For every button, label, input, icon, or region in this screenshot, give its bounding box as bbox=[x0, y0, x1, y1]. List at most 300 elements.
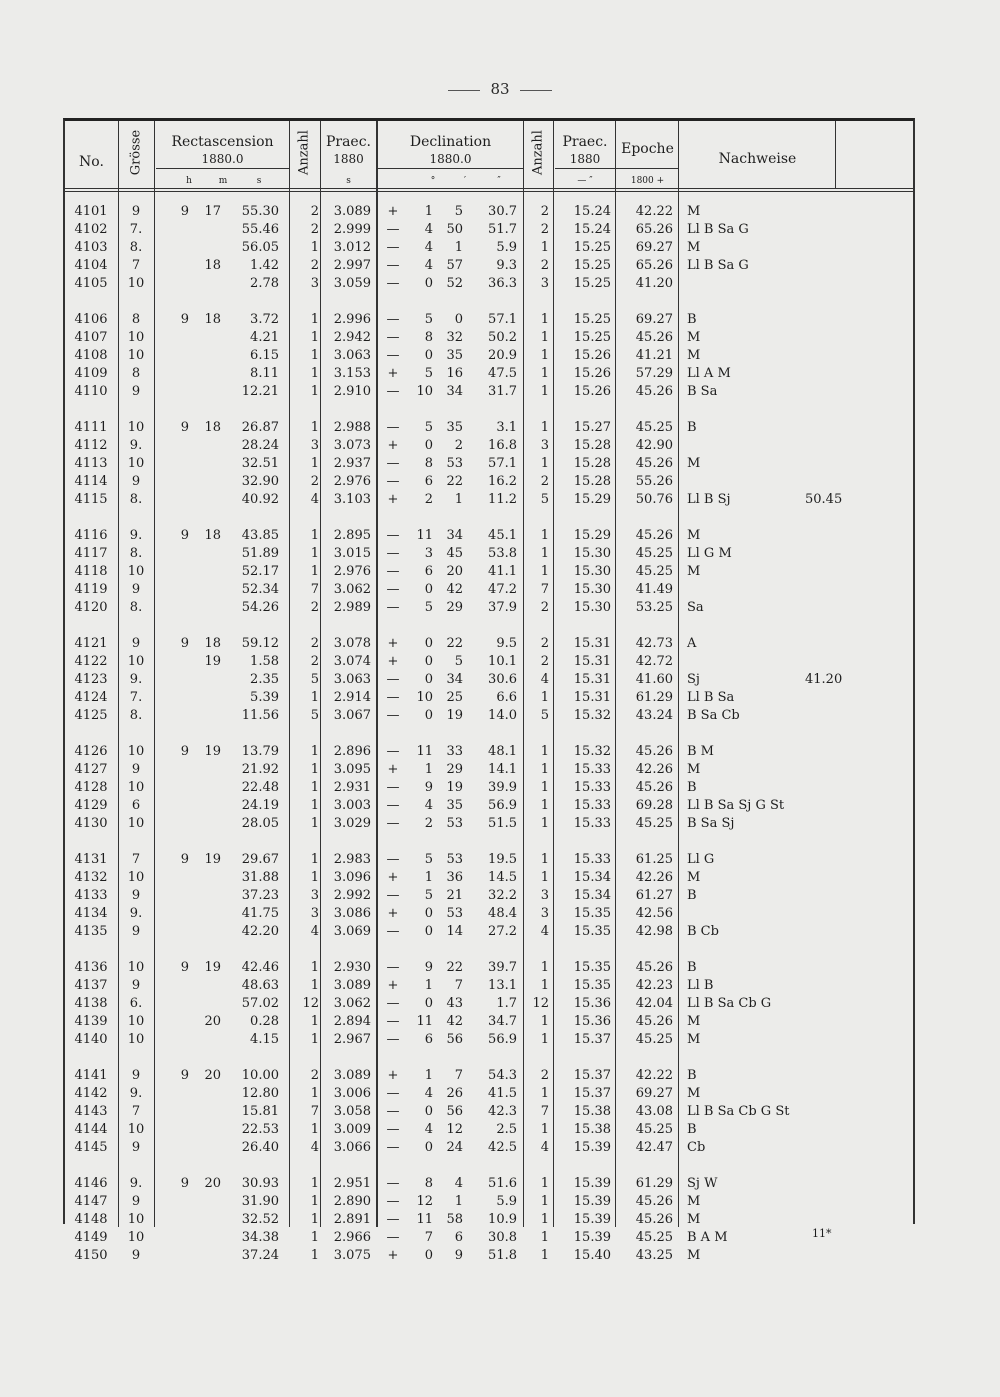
cell-no: 4133 bbox=[74, 888, 108, 903]
cell-praec-ra: 3.086 bbox=[333, 906, 371, 921]
cell-decl-deg: 1 bbox=[424, 978, 433, 993]
cell-decl-deg: 0 bbox=[424, 348, 433, 363]
cell-decl-deg: 11 bbox=[416, 528, 433, 543]
cell-praec-ra: 2.989 bbox=[333, 600, 371, 615]
cell-decl-deg: 10 bbox=[416, 384, 433, 399]
cell-decl-deg: 7 bbox=[424, 1230, 433, 1245]
cell-nachweise: Ll G M bbox=[687, 546, 732, 561]
cell-decl-sign: — bbox=[386, 1230, 400, 1245]
rule-praec2 bbox=[615, 121, 616, 1227]
cell-nachweise: M bbox=[687, 330, 701, 345]
cell-praec-decl: 15.28 bbox=[573, 438, 611, 453]
cell-no: 4144 bbox=[74, 1122, 108, 1137]
cell-praec-decl: 15.34 bbox=[573, 888, 611, 903]
cell-ra-m: 18 bbox=[204, 258, 221, 273]
cell-no: 4130 bbox=[74, 816, 108, 831]
cell-decl-deg: 0 bbox=[424, 438, 433, 453]
cell-no: 4149 bbox=[74, 1230, 108, 1245]
cell-anzahl-2: 2 bbox=[540, 474, 549, 489]
cell-decl-sign: + bbox=[387, 1248, 399, 1263]
cell-decl-min: 29 bbox=[446, 762, 463, 777]
cell-decl-sign: — bbox=[386, 258, 400, 273]
cell-groesse: 9 bbox=[131, 1140, 141, 1155]
cell-anzahl-2: 2 bbox=[540, 600, 549, 615]
cell-groesse: 9 bbox=[131, 978, 141, 993]
cell-praec-ra: 3.089 bbox=[333, 1068, 371, 1083]
cell-no: 4107 bbox=[74, 330, 108, 345]
cell-epoche: 45.25 bbox=[635, 546, 673, 561]
cell-ra-h: 9 bbox=[180, 204, 189, 219]
cell-decl-min: 50 bbox=[446, 222, 463, 237]
cell-anzahl-2: 1 bbox=[540, 690, 549, 705]
cell-anzahl-1: 1 bbox=[310, 1176, 319, 1191]
cell-praec-decl: 15.31 bbox=[573, 654, 611, 669]
cell-ra-s: 8.11 bbox=[250, 366, 279, 381]
cell-ra-s: 26.40 bbox=[241, 1140, 279, 1155]
cell-decl-sec: 56.9 bbox=[488, 1032, 517, 1047]
cell-decl-deg: 10 bbox=[416, 690, 433, 705]
cell-epoche: 45.25 bbox=[635, 1032, 673, 1047]
header-subrule-ra bbox=[156, 168, 289, 169]
cell-ra-m: 20 bbox=[204, 1068, 221, 1083]
cell-nachweise: M bbox=[687, 762, 701, 777]
cell-decl-sign: — bbox=[386, 384, 400, 399]
cell-praec-ra: 3.075 bbox=[333, 1248, 371, 1263]
cell-ra-s: 10.00 bbox=[241, 1068, 279, 1083]
cell-anzahl-1: 1 bbox=[310, 1230, 319, 1245]
cell-praec-ra: 2.890 bbox=[333, 1194, 371, 1209]
cell-decl-sign: — bbox=[386, 816, 400, 831]
cell-ra-s: 52.34 bbox=[241, 582, 279, 597]
cell-anzahl-2: 3 bbox=[540, 276, 549, 291]
cell-groesse: 10 bbox=[127, 870, 145, 885]
cell-anzahl-1: 7 bbox=[310, 1104, 319, 1119]
cell-praec-ra: 3.067 bbox=[333, 708, 371, 723]
cell-praec-decl: 15.38 bbox=[573, 1104, 611, 1119]
cell-ra-s: 28.05 bbox=[241, 816, 279, 831]
cell-anzahl-2: 1 bbox=[540, 348, 549, 363]
cell-anzahl-2: 1 bbox=[540, 312, 549, 327]
cell-decl-min: 57 bbox=[446, 258, 463, 273]
cell-decl-sign: — bbox=[386, 960, 400, 975]
cell-decl-sec: 56.9 bbox=[488, 798, 517, 813]
cell-decl-sign: — bbox=[386, 1104, 400, 1119]
cell-decl-deg: 1 bbox=[424, 762, 433, 777]
cell-ra-s: 52.17 bbox=[241, 564, 279, 579]
cell-groesse: 6 bbox=[131, 798, 141, 813]
cell-epoche: 42.73 bbox=[635, 636, 673, 651]
cell-groesse: 9. bbox=[129, 1086, 143, 1101]
cell-decl-sign: — bbox=[386, 690, 400, 705]
cell-decl-min: 1 bbox=[454, 240, 463, 255]
cell-decl-min: 5 bbox=[454, 654, 463, 669]
cell-nachweise: M bbox=[687, 1032, 701, 1047]
cell-decl-deg: 5 bbox=[424, 420, 433, 435]
cell-groesse: 10 bbox=[127, 744, 145, 759]
cell-decl-sign: + bbox=[387, 978, 399, 993]
cell-decl-sec: 13.1 bbox=[488, 978, 517, 993]
cell-decl-sec: 10.1 bbox=[488, 654, 517, 669]
cell-praec-decl: 15.27 bbox=[573, 420, 611, 435]
cell-epoche: 41.49 bbox=[635, 582, 673, 597]
cell-no: 4126 bbox=[74, 744, 108, 759]
cell-anzahl-1: 1 bbox=[310, 1212, 319, 1227]
cell-ra-s: 15.81 bbox=[241, 1104, 279, 1119]
cell-decl-sign: + bbox=[387, 366, 399, 381]
cell-decl-sign: — bbox=[386, 420, 400, 435]
cell-praec-decl: 15.31 bbox=[573, 672, 611, 687]
cell-anzahl-2: 1 bbox=[540, 780, 549, 795]
cell-decl-min: 53 bbox=[446, 852, 463, 867]
cell-ra-s: 32.90 bbox=[241, 474, 279, 489]
cell-groesse: 10 bbox=[127, 276, 145, 291]
cell-anzahl-2: 1 bbox=[540, 1194, 549, 1209]
cell-decl-min: 34 bbox=[446, 672, 463, 687]
cell-decl-deg: 4 bbox=[424, 1086, 433, 1101]
cell-decl-sec: 51.7 bbox=[488, 222, 517, 237]
cell-decl-deg: 5 bbox=[424, 888, 433, 903]
cell-decl-min: 22 bbox=[446, 474, 463, 489]
cell-decl-sec: 30.6 bbox=[488, 672, 517, 687]
cell-anzahl-2: 1 bbox=[540, 762, 549, 777]
cell-anzahl-2: 5 bbox=[540, 708, 549, 723]
cell-decl-sign: — bbox=[386, 780, 400, 795]
cell-ra-s: 41.75 bbox=[241, 906, 279, 921]
cell-anzahl-2: 2 bbox=[540, 222, 549, 237]
cell-ra-s: 42.20 bbox=[241, 924, 279, 939]
cell-groesse: 8. bbox=[129, 240, 143, 255]
cell-decl-sec: 42.3 bbox=[488, 1104, 517, 1119]
cell-nachweise: Sa bbox=[687, 600, 704, 615]
cell-decl-deg: 0 bbox=[424, 654, 433, 669]
cell-decl-min: 53 bbox=[446, 456, 463, 471]
cell-decl-sign: + bbox=[387, 762, 399, 777]
cell-decl-sign: + bbox=[387, 906, 399, 921]
cell-ra-m: 19 bbox=[204, 852, 221, 867]
cell-anzahl-1: 1 bbox=[310, 870, 319, 885]
cell-praec-ra: 3.012 bbox=[333, 240, 371, 255]
cell-anzahl-2: 2 bbox=[540, 654, 549, 669]
cell-praec-decl: 15.25 bbox=[573, 330, 611, 345]
cell-no: 4140 bbox=[74, 1032, 108, 1047]
cell-nachweise: M bbox=[687, 1248, 701, 1263]
cell-decl-sign: — bbox=[386, 1122, 400, 1137]
cell-ra-s: 28.24 bbox=[241, 438, 279, 453]
cell-decl-sign: — bbox=[386, 798, 400, 813]
cell-ra-s: 37.23 bbox=[241, 888, 279, 903]
cell-praec-ra: 2.992 bbox=[333, 888, 371, 903]
cell-praec-decl: 15.37 bbox=[573, 1086, 611, 1101]
cell-anzahl-1: 1 bbox=[310, 960, 319, 975]
cell-praec-ra: 2.967 bbox=[333, 1032, 371, 1047]
cell-decl-sign: — bbox=[386, 348, 400, 363]
cell-decl-deg: 0 bbox=[424, 582, 433, 597]
cell-groesse: 10 bbox=[127, 1122, 145, 1137]
cell-decl-sec: 32.2 bbox=[488, 888, 517, 903]
cell-decl-deg: 6 bbox=[424, 1032, 433, 1047]
cell-decl-sign: — bbox=[386, 996, 400, 1011]
cell-decl-deg: 6 bbox=[424, 564, 433, 579]
cell-decl-sec: 39.7 bbox=[488, 960, 517, 975]
cell-groesse: 10 bbox=[127, 564, 145, 579]
cell-praec-ra: 2.966 bbox=[333, 1230, 371, 1245]
cell-anzahl-2: 2 bbox=[540, 1068, 549, 1083]
cell-epoche: 45.25 bbox=[635, 1230, 673, 1245]
cell-praec-ra: 3.153 bbox=[333, 366, 371, 381]
cell-praec-ra: 3.059 bbox=[333, 276, 371, 291]
cell-no: 4150 bbox=[74, 1248, 108, 1263]
cell-praec-ra: 2.895 bbox=[333, 528, 371, 543]
cell-anzahl-2: 1 bbox=[540, 1032, 549, 1047]
cell-epoche: 42.26 bbox=[635, 762, 673, 777]
cell-nachweise: Ll A M bbox=[687, 366, 731, 381]
cell-anzahl-1: 1 bbox=[310, 528, 319, 543]
cell-decl-min: 42 bbox=[446, 1014, 463, 1029]
header-ra-m: m bbox=[218, 176, 228, 186]
cell-praec-decl: 15.35 bbox=[573, 924, 611, 939]
cell-decl-min: 14 bbox=[446, 924, 463, 939]
cell-decl-sec: 20.9 bbox=[488, 348, 517, 363]
cell-no: 4135 bbox=[74, 924, 108, 939]
cell-ra-m: 19 bbox=[204, 654, 221, 669]
cell-anzahl-2: 1 bbox=[540, 1230, 549, 1245]
header-decl-title: Declination bbox=[409, 134, 492, 150]
cell-decl-min: 32 bbox=[446, 330, 463, 345]
cell-no: 4115 bbox=[74, 492, 108, 507]
cell-decl-min: 19 bbox=[446, 780, 463, 795]
cell-praec-ra: 2.976 bbox=[333, 564, 371, 579]
cell-no: 4109 bbox=[74, 366, 108, 381]
cell-no: 4122 bbox=[74, 654, 108, 669]
margin-note: 50.45 bbox=[805, 492, 843, 507]
cell-praec-ra: 3.089 bbox=[333, 978, 371, 993]
header-no: No. bbox=[79, 154, 104, 170]
cell-praec-decl: 15.25 bbox=[573, 276, 611, 291]
cell-ra-m: 17 bbox=[204, 204, 221, 219]
cell-no: 4147 bbox=[74, 1194, 108, 1209]
cell-ra-s: 32.51 bbox=[241, 456, 279, 471]
cell-praec-decl: 15.28 bbox=[573, 456, 611, 471]
cell-decl-sign: + bbox=[387, 636, 399, 651]
cell-decl-sign: — bbox=[386, 330, 400, 345]
cell-ra-s: 0.28 bbox=[250, 1014, 279, 1029]
cell-anzahl-2: 4 bbox=[540, 672, 549, 687]
cell-praec-ra: 3.063 bbox=[333, 348, 371, 363]
cell-groesse: 9 bbox=[131, 1068, 141, 1083]
rule-praec1 bbox=[376, 121, 378, 1227]
header-epoche-unit: 1800 + bbox=[630, 176, 665, 186]
cell-nachweise: B bbox=[687, 312, 697, 327]
cell-decl-sec: 3.1 bbox=[496, 420, 517, 435]
cell-ra-m: 20 bbox=[204, 1176, 221, 1191]
cell-anzahl-1: 1 bbox=[310, 690, 319, 705]
cell-nachweise: M bbox=[687, 528, 701, 543]
cell-anzahl-2: 1 bbox=[540, 366, 549, 381]
cell-decl-sign: + bbox=[387, 1068, 399, 1083]
cell-anzahl-2: 1 bbox=[540, 1122, 549, 1137]
cell-no: 4119 bbox=[74, 582, 108, 597]
header-decl-epoch: 1880.0 bbox=[429, 152, 472, 166]
cell-epoche: 45.25 bbox=[635, 564, 673, 579]
cell-anzahl-1: 1 bbox=[310, 816, 319, 831]
cell-ra-m: 19 bbox=[204, 960, 221, 975]
cell-decl-min: 25 bbox=[446, 690, 463, 705]
cell-praec-decl: 15.37 bbox=[573, 1068, 611, 1083]
cell-decl-min: 52 bbox=[446, 276, 463, 291]
cell-praec-decl: 15.30 bbox=[573, 582, 611, 597]
cell-decl-sec: 11.2 bbox=[488, 492, 517, 507]
cell-decl-sign: — bbox=[386, 600, 400, 615]
cell-anzahl-2: 1 bbox=[540, 870, 549, 885]
cell-groesse: 9. bbox=[129, 672, 143, 687]
cell-nachweise: M bbox=[687, 1212, 701, 1227]
cell-praec-ra: 2.930 bbox=[333, 960, 371, 975]
cell-praec-ra: 3.063 bbox=[333, 672, 371, 687]
cell-decl-sec: 39.9 bbox=[488, 780, 517, 795]
cell-anzahl-1: 2 bbox=[310, 1068, 319, 1083]
header-groesse: Grösse bbox=[128, 129, 144, 176]
cell-epoche: 45.26 bbox=[635, 744, 673, 759]
cell-praec-decl: 15.24 bbox=[573, 204, 611, 219]
cell-anzahl-2: 2 bbox=[540, 204, 549, 219]
cell-ra-h: 9 bbox=[180, 636, 189, 651]
cell-decl-min: 1 bbox=[454, 492, 463, 507]
cell-no: 4131 bbox=[74, 852, 108, 867]
cell-ra-s: 5.39 bbox=[250, 690, 279, 705]
cell-decl-sign: + bbox=[387, 870, 399, 885]
cell-anzahl-1: 3 bbox=[310, 276, 319, 291]
cell-praec-decl: 15.32 bbox=[573, 744, 611, 759]
cell-anzahl-2: 1 bbox=[540, 546, 549, 561]
cell-decl-min: 35 bbox=[446, 798, 463, 813]
cell-epoche: 45.26 bbox=[635, 1212, 673, 1227]
rule-groesse bbox=[154, 121, 155, 1227]
cell-groesse: 9 bbox=[131, 1248, 141, 1263]
header-rule-double bbox=[65, 191, 913, 192]
cell-anzahl-1: 7 bbox=[310, 582, 319, 597]
cell-ra-s: 54.26 bbox=[241, 600, 279, 615]
cell-ra-s: 6.15 bbox=[250, 348, 279, 363]
cell-praec-ra: 2.910 bbox=[333, 384, 371, 399]
cell-decl-min: 22 bbox=[446, 636, 463, 651]
cell-no: 4137 bbox=[74, 978, 108, 993]
cell-groesse: 7 bbox=[131, 1104, 141, 1119]
cell-groesse: 9. bbox=[129, 438, 143, 453]
header-anzahl-2: Anzahl bbox=[530, 130, 546, 175]
header-praec2-epoch: 1880 bbox=[569, 152, 601, 166]
cell-nachweise: Cb bbox=[687, 1140, 706, 1155]
cell-ra-h: 9 bbox=[180, 852, 189, 867]
cell-anzahl-1: 2 bbox=[310, 654, 319, 669]
cell-decl-deg: 8 bbox=[424, 1176, 433, 1191]
cell-decl-sec: 14.0 bbox=[488, 708, 517, 723]
cell-praec-ra: 3.078 bbox=[333, 636, 371, 651]
cell-decl-sec: 57.1 bbox=[488, 456, 517, 471]
star-catalog-table bbox=[63, 118, 915, 1263]
cell-no: 4143 bbox=[74, 1104, 108, 1119]
cell-epoche: 43.08 bbox=[635, 1104, 673, 1119]
cell-decl-sign: — bbox=[386, 1140, 400, 1155]
cell-groesse: 9 bbox=[131, 384, 141, 399]
cell-decl-min: 16 bbox=[446, 366, 463, 381]
cell-anzahl-2: 1 bbox=[540, 456, 549, 471]
cell-decl-deg: 4 bbox=[424, 1122, 433, 1137]
cell-groesse: 9 bbox=[131, 1194, 141, 1209]
cell-decl-deg: 5 bbox=[424, 852, 433, 867]
cell-praec-ra: 3.062 bbox=[333, 582, 371, 597]
cell-praec-ra: 3.074 bbox=[333, 654, 371, 669]
cell-groesse: 10 bbox=[127, 654, 145, 669]
cell-decl-sign: — bbox=[386, 1194, 400, 1209]
cell-decl-deg: 9 bbox=[424, 960, 433, 975]
cell-decl-sec: 51.5 bbox=[488, 816, 517, 831]
cell-praec-ra: 3.006 bbox=[333, 1086, 371, 1101]
cell-no: 4141 bbox=[74, 1068, 108, 1083]
cell-epoche: 42.23 bbox=[635, 978, 673, 993]
cell-anzahl-1: 1 bbox=[310, 348, 319, 363]
cell-decl-min: 34 bbox=[446, 384, 463, 399]
cell-ra-s: 26.87 bbox=[241, 420, 279, 435]
cell-no: 4112 bbox=[74, 438, 108, 453]
cell-decl-sec: 2.5 bbox=[496, 1122, 517, 1137]
cell-decl-sign: — bbox=[386, 564, 400, 579]
cell-decl-sign: — bbox=[386, 672, 400, 687]
cell-ra-s: 2.35 bbox=[250, 672, 279, 687]
cell-epoche: 45.26 bbox=[635, 960, 673, 975]
cell-praec-decl: 15.39 bbox=[573, 1176, 611, 1191]
cell-decl-sign: — bbox=[386, 222, 400, 237]
cell-decl-sec: 54.3 bbox=[488, 1068, 517, 1083]
cell-no: 4114 bbox=[74, 474, 108, 489]
cell-decl-sec: 5.9 bbox=[496, 240, 517, 255]
cell-decl-sign: — bbox=[386, 1032, 400, 1047]
cell-no: 4142 bbox=[74, 1086, 108, 1101]
cell-decl-deg: 0 bbox=[424, 996, 433, 1011]
cell-decl-sec: 48.4 bbox=[488, 906, 517, 921]
cell-decl-min: 24 bbox=[446, 1140, 463, 1155]
cell-praec-decl: 15.30 bbox=[573, 600, 611, 615]
cell-praec-decl: 15.39 bbox=[573, 1212, 611, 1227]
cell-decl-sign: — bbox=[386, 924, 400, 939]
cell-anzahl-2: 1 bbox=[540, 960, 549, 975]
cell-praec-decl: 15.33 bbox=[573, 780, 611, 795]
cell-nachweise: Ll B Sj bbox=[687, 492, 731, 507]
cell-epoche: 65.26 bbox=[635, 222, 673, 237]
cell-praec-ra: 3.003 bbox=[333, 798, 371, 813]
cell-groesse: 9 bbox=[131, 924, 141, 939]
cell-decl-deg: 6 bbox=[424, 474, 433, 489]
cell-anzahl-1: 1 bbox=[310, 1032, 319, 1047]
cell-decl-deg: 0 bbox=[424, 1248, 433, 1263]
cell-anzahl-1: 1 bbox=[310, 852, 319, 867]
cell-decl-sign: — bbox=[386, 1212, 400, 1227]
cell-anzahl-2: 1 bbox=[540, 978, 549, 993]
cell-groesse: 8 bbox=[131, 366, 141, 381]
cell-anzahl-1: 1 bbox=[310, 762, 319, 777]
cell-ra-s: 22.48 bbox=[241, 780, 279, 795]
cell-praec-decl: 15.29 bbox=[573, 492, 611, 507]
cell-anzahl-1: 1 bbox=[310, 978, 319, 993]
cell-ra-m: 18 bbox=[204, 420, 221, 435]
cell-decl-deg: 3 bbox=[424, 546, 433, 561]
cell-decl-sign: — bbox=[386, 546, 400, 561]
cell-ra-s: 48.63 bbox=[241, 978, 279, 993]
cell-epoche: 42.26 bbox=[635, 870, 673, 885]
cell-praec-decl: 15.35 bbox=[573, 906, 611, 921]
header-epoche: Epoche bbox=[621, 141, 674, 157]
cell-anzahl-2: 1 bbox=[540, 1014, 549, 1029]
cell-decl-sign: — bbox=[386, 852, 400, 867]
